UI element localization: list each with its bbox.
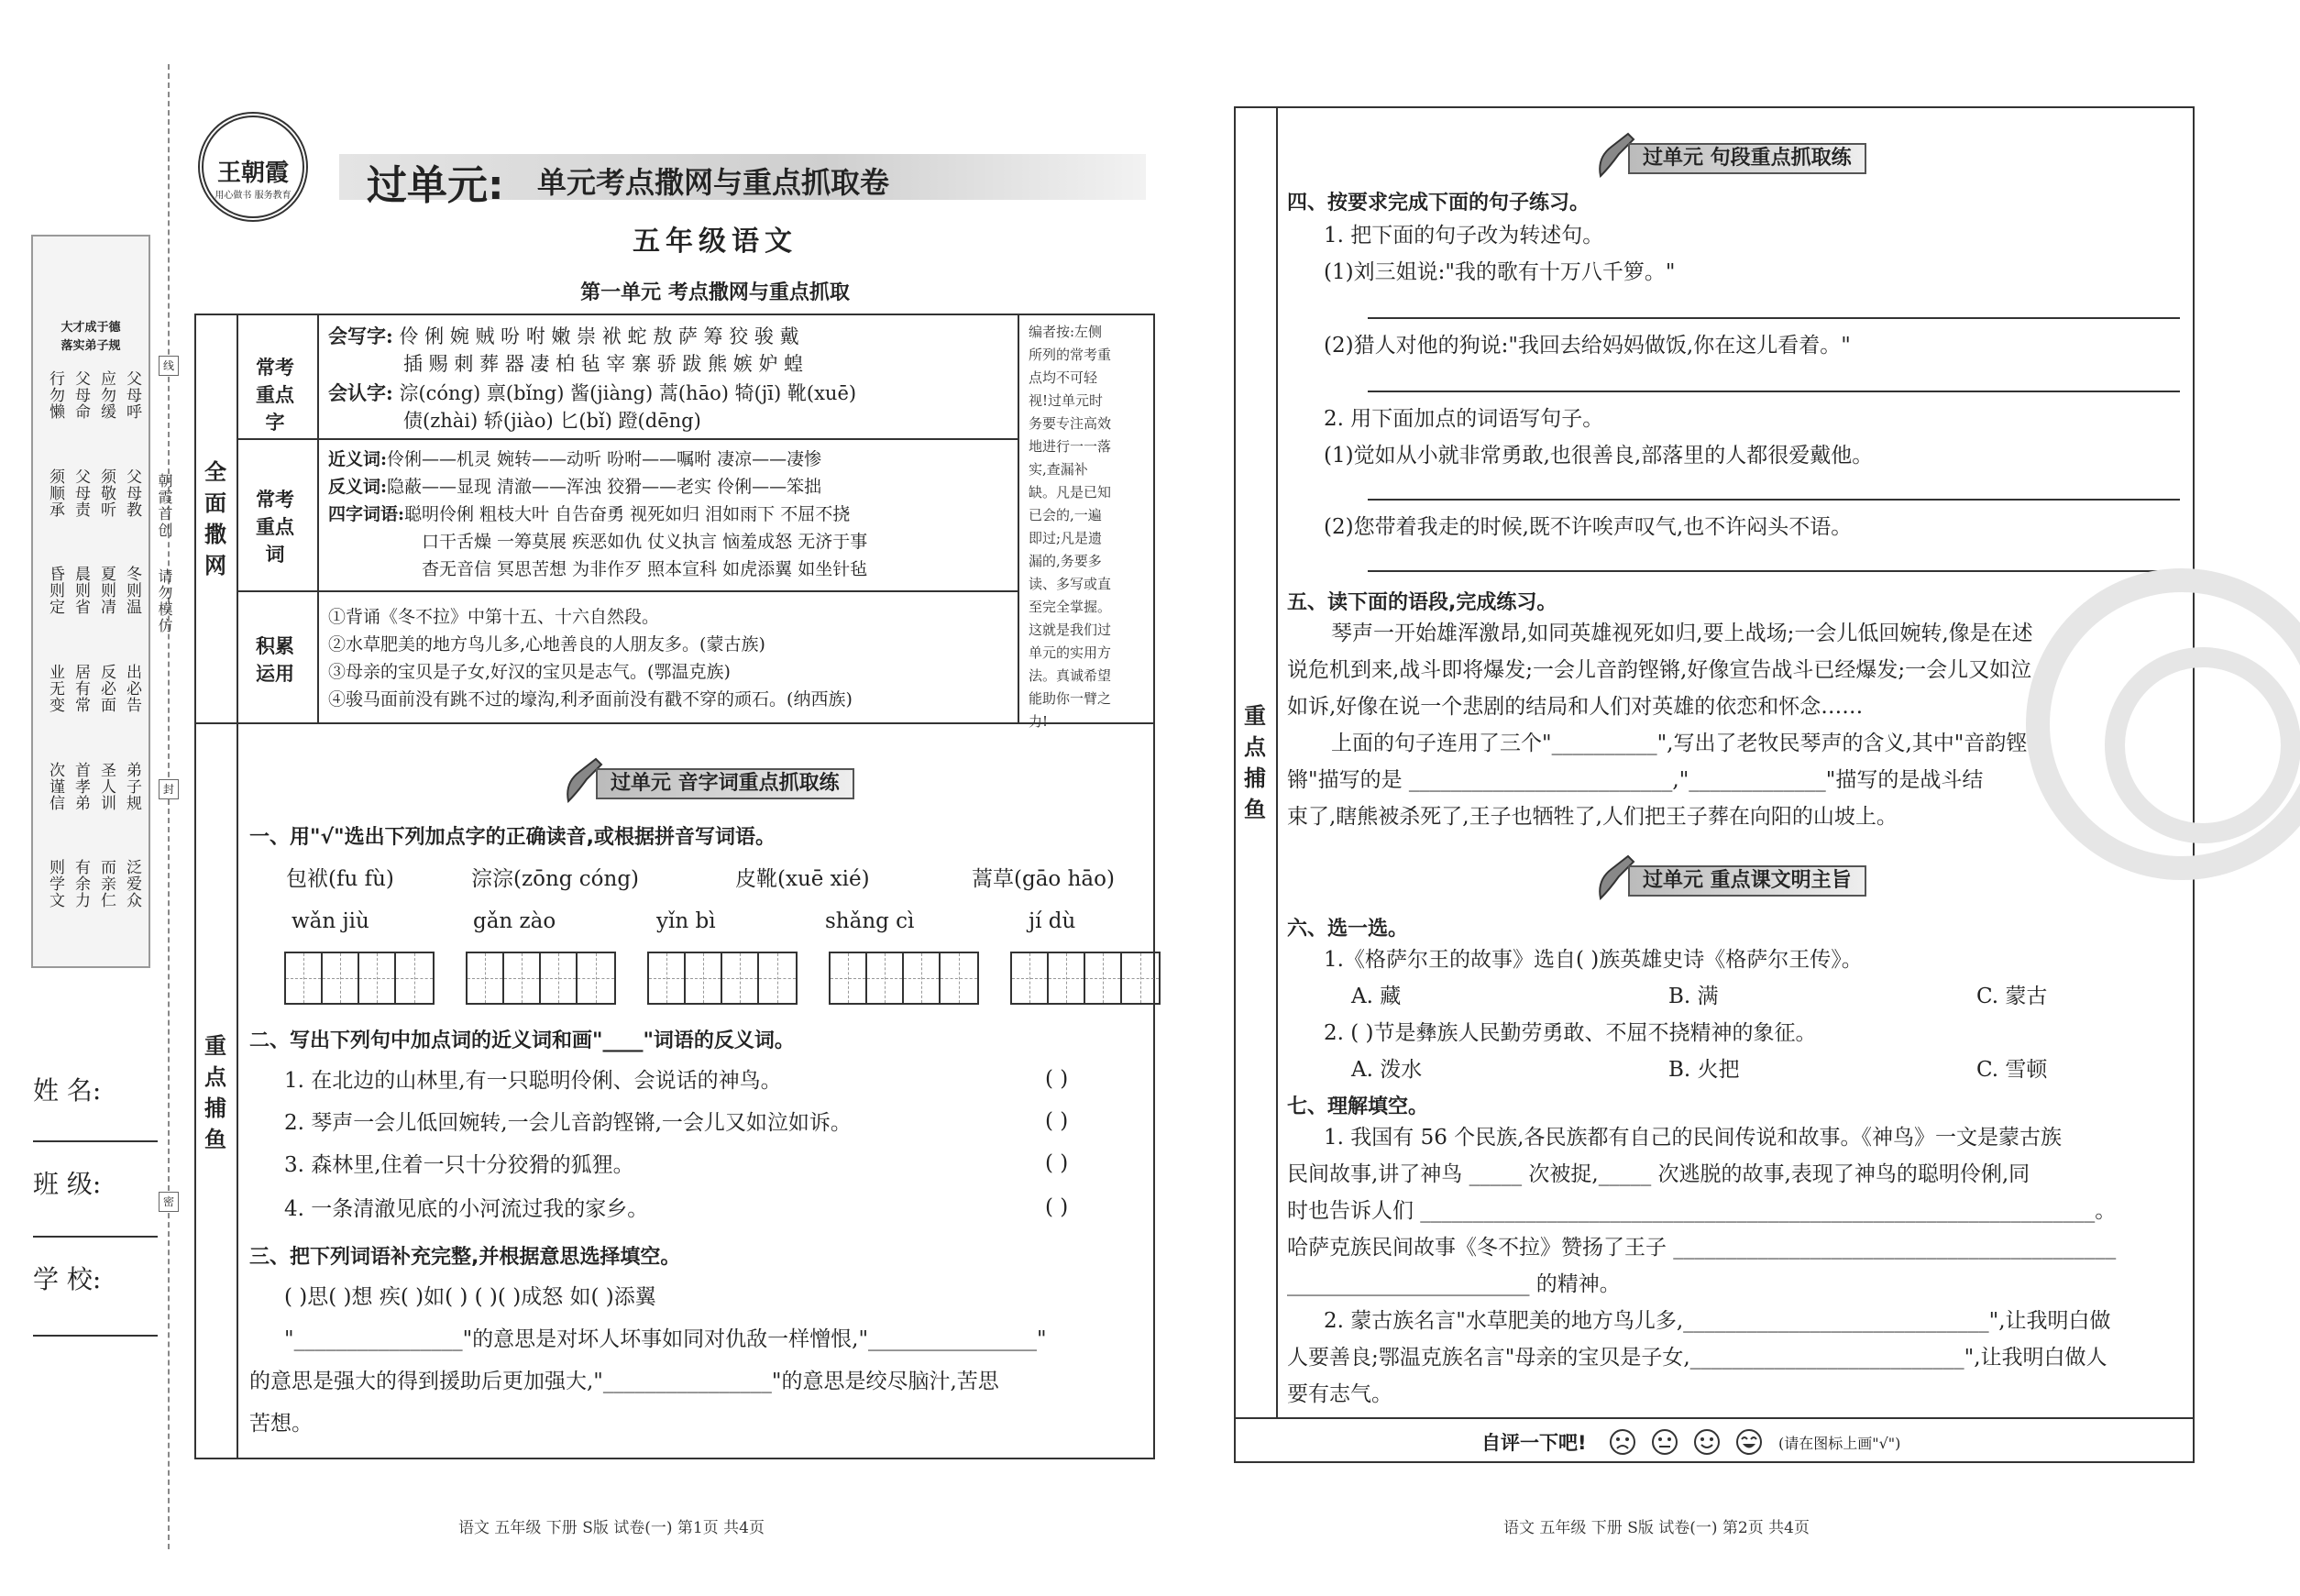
q4-item: (1)觉如从小就非常勇敢,也很善良,部落里的人都很爱戴他。 [1324,444,1874,468]
question-4: 四、按要求完成下面的句子练习。 [1287,192,1590,215]
q1-item: 淙淙(zōng cóng) [471,867,640,891]
seal-mark: 封 [159,779,179,799]
question-1: 一、用"√"选出下列加点字的正确读音,或根据拼音写词语。 [249,826,776,849]
synonyms: 近义词:伶俐——机灵 婉转——动听 吩咐——嘱咐 凄凉——凄惨 [328,449,822,469]
pinyin-label: shǎng cì [825,909,915,933]
q5-text[interactable]: 锵"描写的是 _________________________,"_____________"描写的是战斗结 [1287,768,1984,792]
q7-text[interactable]: _______________________ 的精神。 [1287,1272,1621,1296]
idioms-3: 杳无音信 冥思苦想 为非作歹 照本宣科 如虎添翼 如坐针毡 [422,559,868,579]
q3-fill[interactable]: ( )思( )想 疾( )如( ) ( )( )成怒 如( )添翼 [284,1285,656,1309]
question-6: 六、选一选。 [1287,918,1409,941]
vertical-note: 请勿模仿 [156,568,173,634]
apply-2: ②水草肥美的地方鸟儿多,心地善良的人朋友多。(蒙古族) [328,634,765,655]
label-key-chars: 常考重点字 [256,356,294,434]
q7-text[interactable]: 民间故事,讲了神鸟 _____ 次被捉,_____ 次逃脱的故事,表现了神鸟的聪明伶俐,同 [1287,1162,2030,1186]
apply-4: ④骏马面前没有跳不过的壕沟,利矛面前没有戳不穿的顽石。(纳西族) [328,689,853,710]
motto-column: 父母命 [72,370,90,420]
class-label: 班 级: [33,1169,102,1199]
label-key-fish: 重点捕鱼 [1244,702,1266,822]
motto-column: 夏则凊 [97,566,116,616]
pinyin-label: yǐn bì [656,909,716,933]
motto-column: 居有常 [72,663,90,713]
motto-column: 晨则省 [72,566,90,616]
label-key-words: 常考重点词 [256,488,294,566]
q7-text[interactable]: 2. 蒙古族名言"水草肥美的地方鸟儿多,_____________________________",让我明白做 [1324,1309,2111,1333]
q2-item: 2. 琴声一会儿低回婉转,一会儿音韵铿锵,一会儿又如泣如诉。 [284,1111,852,1135]
answer-paren[interactable]: ( ) [1045,1195,1069,1219]
answer-line[interactable] [1368,391,2180,392]
writing-grid[interactable] [1010,952,1161,1005]
unit-title: 第一单元 考点撒网与重点抓取 [580,281,850,304]
neutral-face-icon[interactable] [1650,1427,1679,1457]
class-field[interactable] [33,1236,158,1238]
grade-title: 五年级语文 [633,226,798,258]
motto-column: 有余力 [72,859,90,909]
name-label: 姓 名: [33,1075,102,1106]
q5-text[interactable]: 上面的句子连用了三个"__________",写出了老牧民琴声的含义,其中"音韵铿 [1331,732,2028,755]
q4-item: (2)您带着我走的时候,既不许唉声叹气,也不许闷头不语。 [1324,515,1853,539]
writing-grid[interactable] [284,952,435,1005]
label-full-net: 全面撒网 [204,458,226,578]
smile-face-icon[interactable] [1692,1427,1722,1457]
antonyms: 反义词:隐蔽——显现 清澈——浑浊 狡猾——老实 伶俐——笨拙 [328,477,822,497]
apply-3: ③母亲的宝贝是子女,好汉的宝贝是志气。(鄂温克族) [328,662,731,682]
q7-text[interactable]: 时也告诉人们 ________________________________________________________________。 [1287,1199,2117,1223]
page1-footer: 语文 五年级 下册 S版 试卷(一) 第1页 共4页 [458,1519,765,1537]
q4-part: 2. 用下面加点的词语写句子。 [1324,407,1604,431]
motto-column: 父母教 [123,468,141,518]
q4-part: 1. 把下面的句子改为转述句。 [1324,224,1604,248]
motto-column: 行勿懒 [46,370,64,420]
question-5: 五、读下面的语段,完成练习。 [1287,591,1557,614]
q4-item: (1)刘三姐说:"我的歌有十万八千箩。" [1324,260,1676,284]
q7-text: 1. 我国有 56 个民族,各民族都有自己的民间传说和故事。《神鸟》一文是蒙古族 [1324,1126,2062,1150]
answer-paren[interactable]: ( ) [1045,1109,1069,1133]
option[interactable]: C. 蒙古 [1976,985,2048,1008]
idioms: 四字词语:聪明伶俐 粗枝大叶 自告奋勇 视死如归 泪如雨下 不屈不挠 [328,504,851,524]
vertical-note: 朝霞首创 [156,473,173,539]
answer-line[interactable] [1368,317,2180,319]
writing-grid[interactable] [647,952,798,1005]
motto-column: 次谨信 [46,761,64,811]
q3-para[interactable]: 的意思是强大的得到援助后更加强大,"________________"的意思是绞尽脑汁,苦思 [249,1370,999,1393]
option[interactable]: B. 满 [1668,985,1719,1008]
option[interactable]: A. 藏 [1351,985,1402,1008]
seal-mark: 密 [159,1192,179,1212]
q7-text[interactable]: 人要善良;鄂温克族名言"母亲的宝贝是子女,__________________________",让我明白做人 [1287,1346,2107,1370]
q5-text: 如诉,好像在说一个悲剧的结局和人们对英雄的依恋和怀念…… [1287,695,1864,719]
label-apply: 积累运用 [256,634,294,685]
option[interactable]: C. 雪顿 [1976,1058,2048,1082]
answer-paren[interactable]: ( ) [1045,1067,1069,1091]
answer-line[interactable] [1368,499,2180,501]
page2-footer: 语文 五年级 下册 S版 试卷(一) 第2页 共4页 [1503,1519,1810,1537]
question-3: 三、把下列词语补充完整,并根据意思选择填空。 [249,1246,681,1269]
motto-column: 业无变 [46,663,64,713]
q1-item: 包袱(fu fù) [286,867,394,891]
writing-grid[interactable] [466,952,616,1005]
publisher-logo: 王朝霞 用心做书 服务教育 [198,112,308,222]
motto-column: 冬则温 [123,566,141,616]
motto-header: 大才成于德 落实弟子规 [61,321,121,353]
q3-para[interactable]: "________________"的意思是对坏人坏事如同对仇敌一样憎恨,"________________" [284,1327,1047,1351]
happy-face-icon[interactable] [1734,1427,1764,1457]
option[interactable]: A. 泼水 [1351,1058,1423,1082]
q1-item: 皮靴(xuē xié) [735,867,870,891]
pinyin-label: wǎn jiù [292,909,369,933]
answer-paren[interactable]: ( ) [1045,1151,1069,1175]
school-label: 学 校: [33,1264,102,1294]
motto-column: 昏则定 [46,566,64,616]
question-7: 七、理解填空。 [1287,1095,1429,1118]
label-key-fish: 重点捕鱼 [204,1032,226,1152]
q7-text: 要有志气。 [1287,1382,1392,1406]
q2-item: 3. 森林里,住着一只十分狡猾的狐狸。 [284,1153,634,1177]
q2-item: 4. 一条清澈见底的小河流过我的家乡。 [284,1197,649,1221]
motto-columns [40,365,145,952]
pinyin-label: gǎn zào [473,909,556,933]
motto-column: 父母责 [72,468,90,518]
motto-column: 圣人训 [97,761,116,811]
seal-mark: 线 [159,356,179,376]
answer-line[interactable] [1368,570,2180,572]
title-sub: 单元考点撒网与重点抓取卷 [537,165,890,200]
q6-item[interactable]: 2. ( )节是彝族人民勤劳勇敢、不屈不挠精神的象征。 [1324,1021,1817,1045]
motto-column: 父母呼 [123,370,141,420]
motto-column: 出必告 [123,663,141,713]
cut-line [168,64,170,1549]
recog-chars: 会认字: 淙(cóng) 禀(bǐng) 酱(jiàng) 蒿(hāo) 犄(jī) 靴(xuē) [328,381,857,404]
option[interactable]: B. 火把 [1668,1058,1740,1082]
writing-grid[interactable] [829,952,979,1005]
motto-column: 应勿缓 [97,370,116,420]
motto-column: 弟子规 [123,761,141,811]
motto-column: 须顺承 [46,468,64,518]
motto-column: 反必面 [97,663,116,713]
recog-chars-2: 债(zhài) 轿(jiào) 匕(bǐ) 蹬(dēng) [403,410,701,432]
q7-text[interactable]: 哈萨克族民间故事《冬不拉》赞扬了王子 __________________________________________ [1287,1236,2117,1260]
q2-item: 1. 在北边的山林里,有一只聪明伶俐、会说话的神鸟。 [284,1069,782,1093]
school-field[interactable] [33,1335,158,1337]
q5-text: 说危机到来,战斗即将爆发;一会儿音韵铿锵,好像宣告战斗已经爆发;一会儿又如泣 [1287,658,2032,682]
q6-item[interactable]: 1.《格萨尔王的故事》选自( )族英雄史诗《格萨尔王传》。 [1324,948,1863,972]
motto-column: 而亲仁 [97,859,116,909]
q5-text: 束了,瞎熊被杀死了,王子也牺牲了,人们把王子葬在向阳的山坡上。 [1287,805,1898,829]
name-field[interactable] [33,1140,158,1142]
motto-column: 则学文 [46,859,64,909]
motto-panel [31,235,150,968]
self-eval-label: 自评一下吧! [1481,1432,1587,1454]
editor-note: 编者按:左侧所列的常考重点均不可轻视!过单元时务要专注高效地进行一一落实,查漏补缺。凡是已知已会的,一遍即过;凡是遗漏的,务要多读、多写或直至完全掌握。这就是我们过单元的实用方法。真诚希望能助你一臂之力! [1029,324,1112,730]
q3-para: 苦想。 [249,1412,313,1436]
q1-item: 蒿草(gāo hāo) [972,867,1115,891]
motto-column: 须敬听 [97,468,116,518]
idioms-2: 口干舌燥 一筹莫展 疾恶如仇 仗义执言 恼羞成怒 无济于事 [422,532,868,552]
motto-column: 首孝弟 [72,761,90,811]
pinyin-label: jí dù [1029,909,1076,933]
q5-text: 琴声一开始雄浑激昂,如同英雄视死如归,要上战场;一会儿低回婉转,像是在述 [1331,622,2033,645]
write-chars-2: 插 赐 刺 葬 器 凄 柏 毡 宰 寨 骄 跋 熊 嫉 妒 蝗 [403,353,804,375]
q4-item: (2)猎人对他的狗说:"我回去给妈妈做饭,你在这儿看着。" [1324,334,1851,358]
self-eval-note: (请在图标上画"√") [1778,1435,1901,1452]
motto-column: 泛爱众 [123,859,141,909]
sad-face-icon[interactable] [1608,1427,1637,1457]
title-main: 过单元: [367,162,504,209]
self-eval-faces [1608,1426,1764,1458]
question-2: 二、写出下列句中加点词的近义词和画"____"词语的反义词。 [249,1029,795,1052]
write-chars: 会写字: 伶 俐 婉 贼 吩 咐 嫩 崇 袱 蛇 敖 萨 筹 狡 骏 戴 [328,325,799,347]
apply-1: ①背诵《冬不拉》中第十五、十六自然段。 [328,607,660,627]
